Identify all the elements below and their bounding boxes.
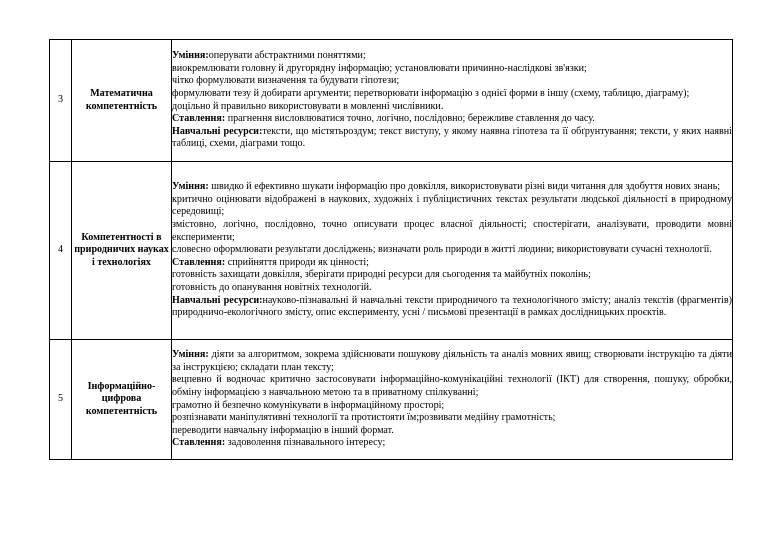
table-row	[50, 340, 733, 460]
skills-line: змістовно, логічно, послідовно, точно описувати процес власної діяльності; спостерігати, аналізувати, проводити мовні експерименти;	[172, 219, 732, 243]
resources-line: Навчальні ресурси:науково-пізнавальні й навчальні тексти природничого та технологічного змісту; аналіз текстів (фрагментів) природничо-екологічного змісту, опис експерименту, усні / письмові презентації в рамках дослідницьких проєктів.	[172, 294, 732, 319]
attitudes-line: Ставлення: прагнення висловлюватися точно, логічно, послідовно; бережливе ставлення до часу.	[172, 113, 595, 125]
skills-line: переводити навчальну інформацію в інший формат.	[172, 424, 394, 436]
skills-line: формулювати тезу й добирати аргументи; перетворювати інформацію з однієї форми в іншу (схему, таблицю, діаграму);	[172, 87, 690, 99]
attitudes-label: Ставлення:	[172, 437, 226, 449]
row-number: 3	[50, 40, 72, 162]
skills-line: доцільно й правильно використовувати в мовленні числівники.	[172, 100, 444, 112]
competency-name: Компетентності в природничих науках і технологіях	[72, 162, 172, 340]
competency-description	[172, 40, 733, 162]
attitudes-line: готовність до опанування новітніх технологій.	[172, 281, 372, 293]
competency-description	[172, 340, 733, 460]
skills-line: грамотно й безпечно комунікувати в інформаційному просторі;	[172, 399, 445, 411]
competency-name: Математична компетентність	[72, 40, 172, 162]
table-row	[50, 162, 733, 340]
skills-line: чітко формулювати визначення та будувати гіпотези;	[172, 75, 400, 87]
resources-line: Навчальні ресурси:тексти, що містятьроздум; текст виступу, у якому наявна гіпотеза та її обґрунтування; тексти, у яких наявні таблиці, схеми, діаграми тощо.	[172, 125, 732, 150]
row-number: 5	[50, 340, 72, 460]
skills-line: словесно оформлювати результати досліджень; визначати роль природи в житті людини; використовувати сучасні технології.	[172, 244, 712, 256]
attitudes-label: Ставлення:	[172, 113, 226, 125]
skills-label: Уміння:	[172, 50, 209, 62]
competency-name: Інформаційно-цифрова компетентність	[72, 340, 172, 460]
resources-label: Навчальні ресурси:	[172, 294, 263, 306]
skills-line: Уміння: швидко й ефективно шукати інформацію про довкілля, використовувати різні види читання для здобуття нових знань;	[172, 181, 721, 193]
skills-line: Уміння:оперувати абстрактними поняттями;	[172, 50, 366, 62]
skills-line: Уміння: діяти за алгоритмом, зокрема здійснювати пошукову діяльність та аналіз мовних явищ; створювати інструкцію та діяти за інструкцією; складати план тексту;	[172, 349, 733, 373]
resources-label: Навчальні ресурси:	[172, 125, 263, 137]
skills-label: Уміння:	[172, 181, 209, 193]
skills-line: виокремлювати головну й другорядну інформацію; установлювати причинно-наслідкові зв'язки;	[172, 62, 587, 74]
competency-description	[172, 162, 733, 340]
attitudes-line: готовність захищати довкілля, зберігати природні ресурси для сьогодення та майбутніх поколінь;	[172, 269, 591, 281]
skills-label: Уміння:	[172, 349, 209, 361]
skills-line: вецпевно й водночас критично застосовувати інформаційно-комунікаційні технології (ІКТ) для створення, пошуку, обробки, обміну інформацією з навчальною метою та в приватному спілкуванні;	[172, 374, 732, 398]
attitudes-line: Ставлення: сприйняття природи як цінності;	[172, 256, 369, 268]
skills-line: критично оцінювати відображені в наукових, художніх і публіцистичних текстах результати людської діяльності в природному середовищі;	[172, 193, 732, 218]
row-number: 4	[50, 162, 72, 340]
attitudes-line: Ставлення: задоволення пізнавального інтересу;	[172, 437, 386, 449]
competencies-table	[49, 39, 733, 460]
skills-line: розпізнавати маніпулятивні технології та протистояти їм;розвивати медійну грамотність;	[172, 412, 556, 424]
attitudes-label: Ставлення:	[172, 256, 226, 268]
table-row	[50, 40, 733, 162]
